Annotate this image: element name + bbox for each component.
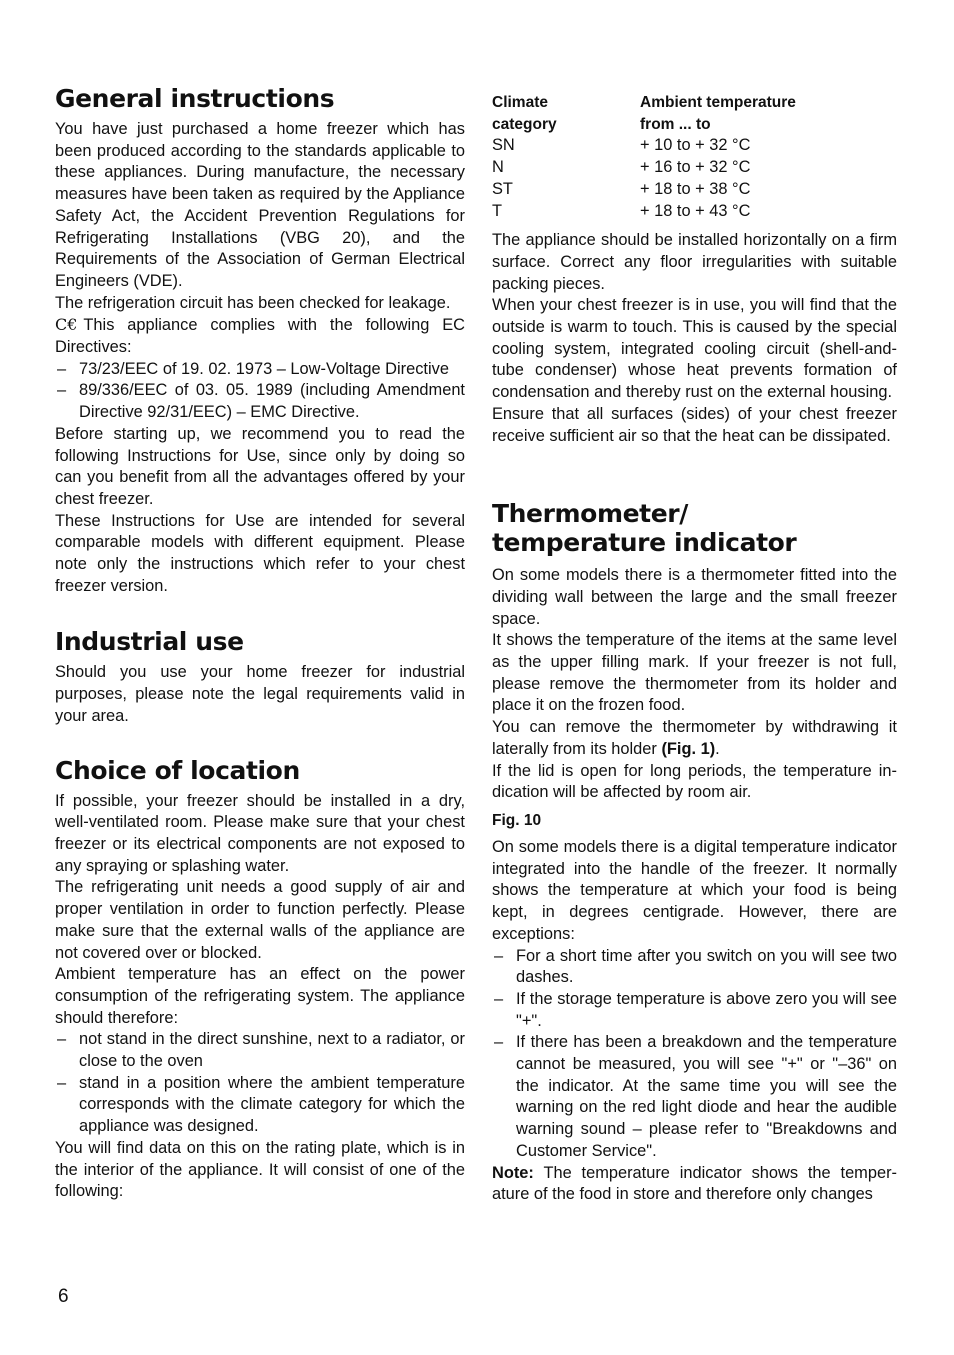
table-header: category [492,115,557,133]
general-paragraph: You have just purchased a home freezer which has been produced according to the standards applicable to these appliances. During manufacture, the necessary measures have been taken as required by the Appliance Safety Act, the Accident Prevention Regulations for Refrigerating Installations (VBG 20), and the Requirements of the Association of German Electrical Engineers (VDE). [55,120,465,290]
location-paragraph: You will find data on this on the rating plate, which is in the interior of the appliance. It will consist of one of the following: [55,1138,465,1201]
table-cell: ST [492,179,513,198]
list-item: – 89/336/EEC of 03. 05. 1989 (including Amendment Directive 92/31/EEC) – EMC Directive. [57,381,465,422]
thermo-paragraph: On some models there is a digital temperature indicator integrated into the handle of the freezer. It normally shows the temperature at which your food is being kept, in degrees centigrade. However, there are exceptions: [492,837,897,943]
location-list [55,1029,465,1138]
general-paragraph: The refrigeration circuit has been checked for leakage. [55,293,451,312]
general-instructions-heading: General instructions [55,84,335,113]
location-paragraph: Ambient temperature has an effect on the power consumption of the refrigerating system. The appliance should therefore: [55,965,465,1027]
table-row [492,179,796,201]
table-header-row [492,92,796,114]
list-item: – If the storage temperature is above zero you will see "+". [494,989,897,1030]
general-paragraph: These Instructions for Use are intended for several comparable models with different equipment. Please note only the instructions which refer to your chest freezer version. [55,511,465,595]
ce-text: This appliance complies with the following EC Directives: [55,316,465,357]
table-header: Ambient temperature [640,94,796,111]
industrial-use-heading: Industrial use [55,627,244,657]
install-paragraph: The appliance should be installed horizontally on a firm surface. Correct any floor irregularities with suitable packing pieces. [492,231,897,293]
location-paragraph: If possible, your freezer should be installed in a dry, well-ventilated room. Please make sure that your chest freezer or its electrical components are not exposed to any spraying or splashing water. [55,791,465,875]
figure-reference: (Fig. 1) [661,739,716,758]
climate-table [492,92,796,222]
table-cell: + 18 to + 43 °C [640,201,751,220]
list-item: – For a short time after you switch on you will see two dashes. [494,946,897,987]
table-cell: + 16 to + 32 °C [640,158,751,177]
thermo-paragraph: It shows the temperature of the items at the same level as the upper filling mark. If your freezer is not full, please remove the thermometer from its holder and place it on the frozen food. [492,631,897,715]
list-item: – If there has been a breakdown and the temperature cannot be measured, you will see "+" or "–36" on the indicator. At the same time you will see the warning on the red light diode and hear the audible warning sound – please refer to "Breakdowns and Customer Service". [494,1033,897,1160]
page-number: 6 [58,1286,69,1307]
table-row [492,135,796,157]
thermometer-heading: Thermometer/ temperature indicator [492,499,797,558]
list-item: – not stand in the direct sunshine, next to a radiator, or close to the oven [57,1030,465,1071]
choice-of-location-heading: Choice of location [55,755,300,785]
right-column [492,92,897,1206]
directives-list [55,359,465,424]
table-row [492,157,796,179]
thermo-paragraph: On some models there is a thermometer fitted into the dividing wall between the large and the small freezer space. [492,566,897,628]
general-paragraph: Before starting up, we recommend you to read the following Instructions for Use, since only by doing so can you benefit from all the advantages offered by your chest freezer. [55,424,465,508]
table-cell: + 18 to + 38 °C [640,179,751,198]
indicator-list [492,946,897,1163]
table-header: from ... to [640,115,711,133]
list-item: – stand in a position where the ambient temperature corresponds with the climate category for which the appliance was designed. [57,1073,465,1136]
ce-directives-paragraph [55,314,465,358]
note-paragraph: Note: The temperature indicator shows the temperature of the food in store and therefore only changes [492,1163,897,1204]
list-item: – 73/23/EEC of 19. 02. 1973 – Low-Voltage Directive [57,359,449,378]
table-cell: SN [492,136,515,155]
install-paragraph: When your chest freezer is in use, you will find that the outside is warm to touch. This is caused by the special cooling system, integrated cooling circuit (shell-and-tube condenser) whose heat prevents formation of condensation and thereby rust on the external housing. [492,296,897,402]
location-paragraph: The refrigerating unit needs a good supply of air and proper ventilation in order to function perfectly. Please make sure that the external walls of the appliance are not covered over or blocked. [55,878,465,962]
industrial-paragraph: Should you use your home freezer for industrial purposes, please note the legal requirements valid in your area. [55,663,465,725]
table-cell: + 10 to + 32 °C [640,136,751,155]
table-header-row [492,114,796,136]
install-paragraph: Ensure that all surfaces (sides) of your chest freezer receive sufficient air so that the heat can be dissipated. [492,404,897,445]
table-header: Climate [492,94,548,111]
ce-mark: C€ [55,315,78,335]
table-cell: T [492,201,503,220]
thermo-paragraph: You can remove the thermometer by withdrawing it laterally from its holder (Fig. 1). [492,718,897,758]
left-column [55,84,465,1203]
thermo-paragraph: If the lid is open for long periods, the temperature indication will be affected by room air. [492,761,897,802]
figure-label: Fig. 10 [492,811,542,829]
table-cell: N [492,158,504,177]
table-row [492,201,796,223]
note-label: Note: [492,1163,534,1182]
